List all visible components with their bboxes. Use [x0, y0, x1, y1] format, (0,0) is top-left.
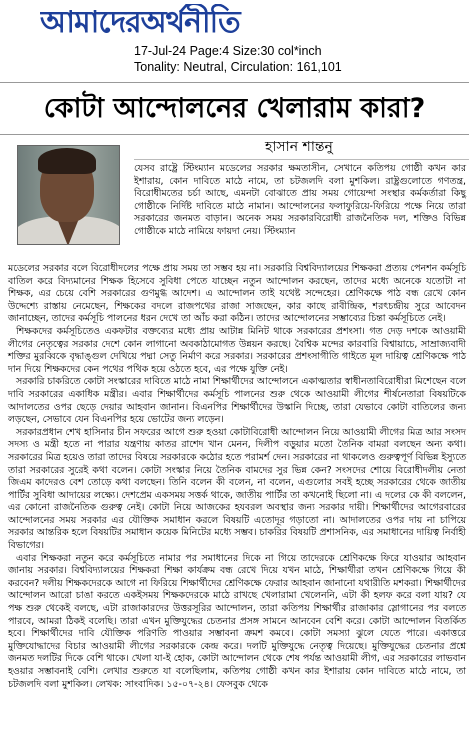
article-paragraph: সরকারি চাকরিতে কোটা সংস্কারের দাবিতে মাঠে নামা শিক্ষার্থীদের আন্দোলনে একাত্মতার স্বাধীনতাবিরোধীরা মিশেছেন বলে দাবি সরকারের একাধিক মন্ত্রীর। এবার শিক্ষার্থীদের কর্মসূচি পালনের শুরু থেকে আওয়ামী লীগের শীর্ষনেতারা বিষয়টিকে আদালতের ওপর ছেড়ে দেয়ার আহবান জানান। বিএনপির শিক্ষার্থীদের উস্কানি দিচ্ছে, তারা যেভাবে কোটা বাতিলের জন্য লড়ছেন, সেভাবে যেন বিএনপির হয়ে ভোটের জন্য লড়েন। — [8, 376, 466, 426]
article-headline: কোটা আন্দোলনের খেলারাম কারা? — [43, 93, 426, 124]
top-divider — [0, 82, 469, 83]
author-photo — [17, 145, 120, 245]
article-paragraph: সরকারপ্রধান শেখ হাসিনার চীন সফরের আগে শুরু হওয়া কোটাবিরোধী আন্দোলন নিয়ে আওয়ামী লীগের মিত্র আর সংসদ সদস্য ও মন্ত্রী হতে না পারার যন্ত্রণায় কাতর রাশেদ খান মেনন, দিলীপ বড়ুয়ার মতো তৈনিক বামরা বলছেন অন্য কথা। সরকারের মিত্র হয়েও তারা তাদের বিষয়ে সরকারকে কঠোর হতে পরামর্শ দেন। সরকারের না থাকলেও গুরুত্বপূর্ণ বিভিন্ন ইস্যুতে তারা সরকারের সুরেই কথা বলেন। কোটা সংস্কার নিয়ে তৈনিক বামদের সুর ভিন্ন কেন? সংসদের শোয়ে বিরোধীদলীয় নেতা জিএম কাদেরও বেশ তোড়ে কথা বলছেন। তিনি বলেন কী বলেন, না বলেন, এগুলোর সবই হচ্ছে সরকারের থেকে জাতীয় পার্টির সুবিধা আদায়ের লক্ষ্যে। দেশপ্রেম একসময় সত্তর্ক থাকে, জাতীয় পার্টির তা কখনোই ছিলো না। এ দলের কে কী বললেন, এর কোনো রাজনৈতিক গুরুত্ব নেই। কোটা নিয়ে আজকের হযবরল অবস্থার জন্য সরকার দায়ী। শিক্ষার্থীদের আগেরবারের আন্দোলনের সময় সরকার এর যৌক্তিক সমাধান করলে বিষয়টি এতোদূর গড়াতো না। আদালতের ওপর দায় না চাপিয়ে সরকার আন্তরিক হলে বিষয়টির সমাধান কয়েক মিনিটের মধ্যে সম্ভব। চাকরির বিষয়টি প্রশাসনিক, এর সমাধানের দায়িত্ব নির্বাহী বিভাগের। — [8, 426, 466, 552]
article-paragraph: শিক্ষকদের কর্মসূচিতেও একফটার বক্তব্যের মধ্যে প্রায় আটান্ন মিনিট থাকে সরকারের প্রশংসা। গত দেড় দশকে আওয়ামী লীগের নেতৃত্বের সরকার দেশে কোন লাগানো অবকাঠামোগত উন্নয়ন করছে। বৈশ্বিক মন্দের কারবারি বিশ্বায়াচে, সাম্রাজ্যবাদী শক্তির মুরব্বিকে বৃদ্ধাঙ্গুল দেখিয়ে পদ্মা সেতু নির্মাণ করে সরকার। সরকারের প্রশংসাগীতি গাইতে মূল দায়িত্ব শ্রেণিকক্ষে পাঠ দান দিয়ে শিক্ষকদের কেন পথের পথিক হয়ে ওঠতে হবে, এর পক্ষে যুক্তি নেই। — [8, 325, 466, 375]
article-paragraph: মডেলের সরকার বলে বিরোধীদলের পক্ষে প্রায় সময় তা সম্ভব হয় না। সরকারি বিশ্ববিদ্যালয়ের শিক্ষকরা প্রত্যয় পেনশন কর্মসূচি বাতিল করে বিদ্যমানের শিক্ষক হিসেবে সুবিধা পেতে যাচ্ছেন নতুন আন্দোলন করছেন, তাদের মধ্যে অনেকে যতোটা না শিক্ষক, এর চেয়ে বেশি সরকারের গুণমুগ্ধ আদেশ। এ আন্দোলন তাই যথেষ্ট সন্দেহের। শ্রেণিকক্ষে পাঠ বন্ধ রেখে কোন উদ্দেশ্যে রাস্তায় নেমেছেন, শিক্ষকের বদলে রাজপথের রাজা সাজছেন, কার কাছে রাবীন্দ্রিক, শরৎচন্দ্রীয় সুরে আবেদন জানাচ্ছেন, তাদের কর্মসূচি পালনের ধরন দেখে তা আঁচ করা কঠিন। তাদের আন্দোলনের সম্ভাব্যের চিন্তা কর্মসূচিতে নেই। — [8, 263, 466, 325]
article-paragraph: যেসব রাষ্ট্রে স্টিংম্যান মডেলের সরকার ক্ষমতাসীন, সেখানে কতিপয় গোষ্ঠী কখন কার ইশারায়, কোন দাবিতে মাঠে নামে, তা চটজলদি বলা মুশকিল। রাষ্ট্রগুলোতে গণতন্ত্র, বিরোধীমতের চর্চা আছে, এমনটা বোঝাতে প্রায় সময় গোয়েন্দা সংস্থার কর্মকর্তারা কিছু গোষ্ঠীকে নির্দিষ্ট দাবিতে মাঠে নামান। আন্দোলনের ফলাফুরিয়ে-ফিরিয়ে পক্ষে নিয়ে তারা সরকারের জনমত বাড়ান। অনেক সময় সরকারবিরোধী রাজনৈতিক দল, শক্তিও বিভিন্ন গোষ্ঠীকে মাঠে নামিয়ে ফায়দা নেয়। স্টিংম্যান — [134, 163, 466, 237]
article-body — [8, 263, 466, 691]
clipping-meta-date-page: 17-Jul-24 Page:4 Size:30 col*inch — [134, 44, 322, 58]
headline-divider — [0, 134, 469, 135]
article-intro-column — [134, 163, 466, 239]
article-paragraph: এবার শিক্ষকরা নতুন করে কর্মসূচিতে নামার পর সমাধানের দিকে না গিয়ে তাদেরকে শ্রেণিকক্ষে ফিরে যাওয়ার আহবান জানায় সরকার। বিশ্ববিদ্যালয়ের শিক্ষকরা শিক্ষা কার্যক্রম বন্ধ রেখে দিয়ে যখন মাঠে, শিক্ষার্থীরা তখন শ্রেণিকক্ষে গিয়ে কী করবেন? দলীয় শিক্ষকদেরকে আগে না ফিরিয়ে শিক্ষার্থীদের শ্রেণিকক্ষে ফেরার আহবান জানানো যথারীতি মশকরা। শিক্ষার্থীদের আন্দোলন আরো চাঙা করতে একইসময় শিক্ষকদেরকে মাঠে রাখছে খেলারামা খেলেননি, এটা কী হলফ করে বলা যায়? যে পক্ষ শুরু থেকেই বলছে, এটা রাজাকারদের উত্তরসূরির আন্দোলন, তারা কতিপয় শিক্ষার্থীর রাজাকার স্লোগানের পর বলতে পারবে, আমরা ঠিকই বলেছি। তারা এখন মুক্তিযুদ্ধের চেতনার প্রসঙ্গ সামনে আনবেন বেশি করে। কোটা আন্দোলন বিতর্কিত হবে। শিক্ষার্থীদের দাবি যৌক্তিক পরিণতি পাওয়ার সম্ভাবনা ক্রমশ কমবে। কোটা সমস্যা ঝুলে যেতে পারে। একাত্তরে মুক্তিযোদ্ধাদের বিচার আওয়ামী লীগের সরকারকে কেন্দ্র করে। দলটি মুক্তিযুদ্ধে নেতৃত্ব দিয়েছে। মুক্তিযুদ্ধের চেতনার প্রশ্নে জনমত দলটির দিকে বেশি থাকে। খেলা যা-ই হোক, কোটা আন্দোলন থেকে শেষ পর্যন্ত আওয়ামী লীগ, এর সরকারের লাভবান হওয়ার সম্ভাবনাই বেশি। লেখার শুরুতে যা বলেছিলাম, কতিপয় গোষ্ঠী কখন কার ইশারায় কোন দাবিতে মাঠে নামে, তা চটজলদি বলা মুশকিল। লেখক: সাংবাদিক। ১৫-০৭-২৪। ফেসবুক থেকে — [8, 552, 466, 690]
article-byline: হাসান শান্তনু — [265, 139, 333, 155]
clipping-meta-tonality: Tonality: Neutral, Circulation: 161,101 — [134, 60, 342, 74]
masthead-logo: আমাদেরঅর্থনীতি — [40, 5, 240, 40]
byline-divider — [134, 159, 469, 160]
